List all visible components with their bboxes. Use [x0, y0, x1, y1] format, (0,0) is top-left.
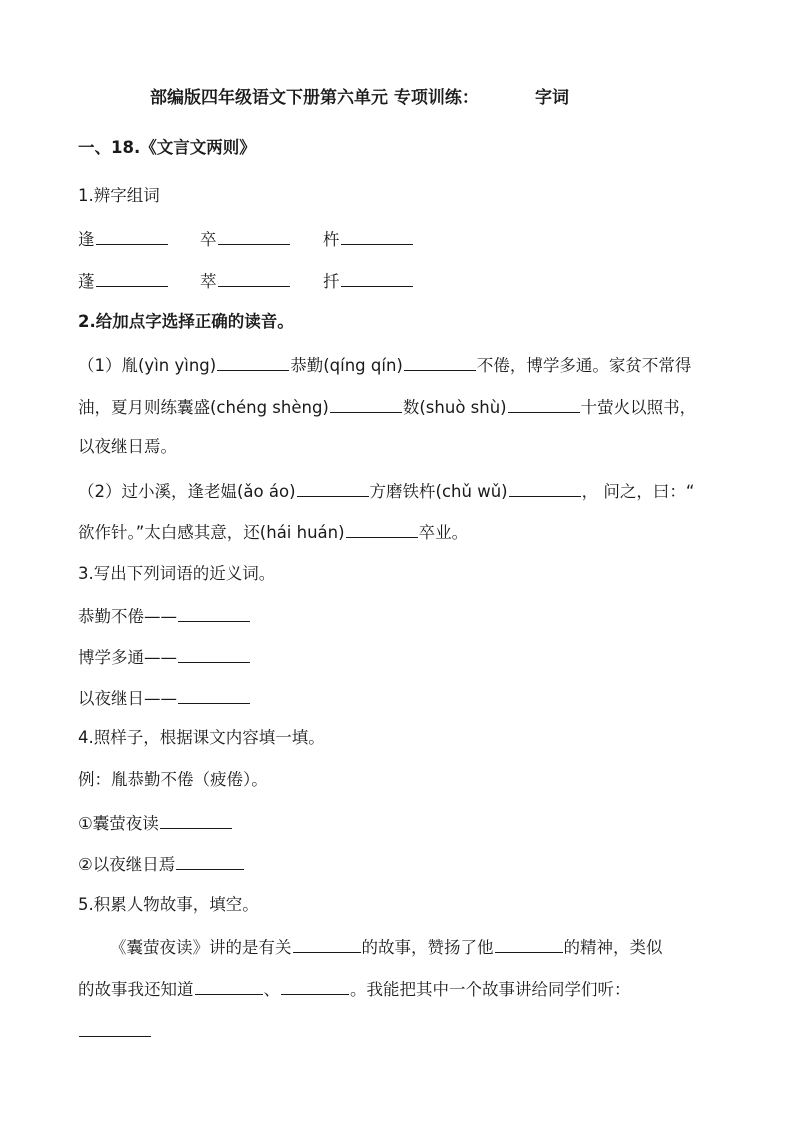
q4-item: [78, 851, 245, 877]
q5-line1: [110, 934, 663, 960]
q3-word: 恭勤不倦——: [78, 607, 177, 626]
answer-blank[interactable]: [281, 976, 349, 995]
q2-text: 十萤火以照书，: [580, 398, 697, 417]
answer-blank[interactable]: [346, 519, 418, 538]
q1-char: 逢: [78, 230, 95, 249]
q1-row2-item1: [78, 268, 169, 294]
answer-blank[interactable]: [160, 810, 232, 829]
q2-text: 方磨铁杵(chǔ wǔ): [369, 482, 508, 501]
q1-char: 蓬: [78, 272, 95, 291]
q5-text: 《囊萤夜读》讲的是有关: [110, 938, 292, 957]
q1-char: 卒: [200, 230, 217, 249]
q4-phrase: ①囊萤夜读: [78, 814, 159, 833]
q1-heading: 1.辨字组词: [78, 186, 160, 205]
q3-word: 博学多通——: [78, 648, 177, 667]
q2-p2-line2: [78, 519, 468, 545]
q4-heading: 4.照样子，根据课文内容填一填。: [78, 728, 325, 747]
q1-char: 扦: [323, 272, 340, 291]
answer-blank[interactable]: [218, 226, 290, 245]
q2-text: 不倦，博学多通。家贫不常得: [476, 356, 692, 375]
q5-text: 。我能把其中一个故事讲给同学们听：: [350, 980, 631, 999]
title-suffix: 字词: [535, 88, 569, 108]
answer-blank[interactable]: [404, 352, 476, 371]
title-main: 部编版四年级语文下册第六单元 专项训练：: [150, 88, 479, 108]
q2-text: 卒业。: [418, 523, 469, 542]
q1-row2-item2: [200, 268, 291, 294]
answer-blank[interactable]: [79, 1018, 151, 1037]
q1-char: 杵: [323, 230, 340, 249]
q2-text: 恭勤(qíng qín): [290, 356, 403, 375]
answer-blank[interactable]: [218, 268, 290, 287]
q2-p1-line2: [78, 394, 696, 420]
q4-example: 例：胤恭勤不倦（疲倦）。: [78, 770, 268, 789]
answer-blank[interactable]: [297, 478, 369, 497]
answer-blank[interactable]: [217, 352, 289, 371]
answer-blank[interactable]: [341, 268, 413, 287]
q5-text: 的故事我还知道: [78, 980, 194, 999]
q4-item: [78, 810, 233, 836]
section-heading: 一、18.《文言文两则》: [78, 138, 256, 157]
q2-text: ， 问之，曰：“: [581, 482, 695, 501]
answer-blank[interactable]: [178, 603, 250, 622]
q3-word: 以夜继日——: [78, 689, 177, 708]
q5-line2: [78, 976, 631, 1002]
answer-blank[interactable]: [495, 934, 563, 953]
q1-row2-item3: [323, 268, 414, 294]
answer-blank[interactable]: [195, 976, 263, 995]
answer-blank[interactable]: [341, 226, 413, 245]
q1-row1-item1: [78, 226, 169, 252]
q2-text: 油，夏月则练囊盛(chéng shèng): [78, 398, 329, 417]
q5-text: 的故事，赞扬了他: [361, 938, 494, 957]
q3-item: [78, 644, 251, 670]
q1-row1-item2: [200, 226, 291, 252]
q2-text: 欲作针。”太白感其意，还(hái huán): [78, 523, 345, 542]
answer-blank[interactable]: [96, 268, 168, 287]
answer-blank[interactable]: [96, 226, 168, 245]
q2-text: 数(shuò shù): [402, 398, 507, 417]
q2-p1-line3: 以夜继日焉。: [78, 437, 177, 456]
q3-item: [78, 685, 251, 711]
q2-p2-line1: [78, 478, 694, 504]
q2-p1-line1: [78, 352, 691, 378]
q1-row1-item3: [323, 226, 414, 252]
q5-line3: [78, 1018, 152, 1044]
q5-heading: 5.积累人物故事，填空。: [78, 895, 259, 914]
q5-text: 的精神，类似: [563, 938, 663, 957]
answer-blank[interactable]: [293, 934, 361, 953]
q4-phrase: ②以夜继日焉: [78, 855, 176, 874]
q2-text: （1）胤(yìn yìng): [78, 356, 217, 375]
answer-blank[interactable]: [330, 394, 402, 413]
answer-blank[interactable]: [509, 478, 581, 497]
q5-text: 、: [263, 980, 280, 999]
q2-heading: 2.给加点字选择正确的读音。: [78, 312, 294, 331]
q1-char: 萃: [200, 272, 217, 291]
answer-blank[interactable]: [176, 851, 244, 870]
q2-text: （2）过小溪，逢老媪(ǎo áo): [78, 482, 296, 501]
answer-blank[interactable]: [178, 685, 250, 704]
answer-blank[interactable]: [178, 644, 250, 663]
q3-item: [78, 603, 251, 629]
q3-heading: 3.写出下列词语的近义词。: [78, 564, 276, 583]
answer-blank[interactable]: [508, 394, 580, 413]
